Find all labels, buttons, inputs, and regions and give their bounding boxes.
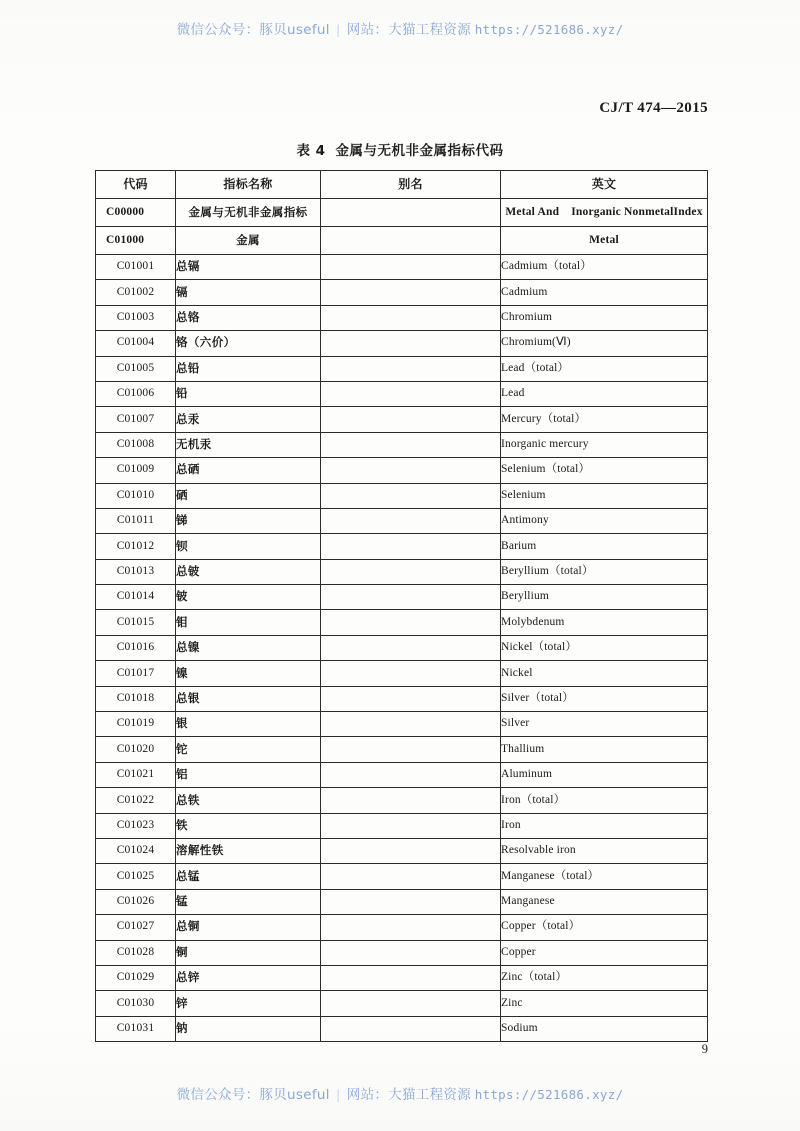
- cell-english: Molybdenum: [501, 610, 708, 635]
- table-row: [96, 661, 708, 686]
- cell-code: C01029: [96, 965, 176, 990]
- cell-code: C01000: [96, 227, 176, 255]
- cell-name: 总硒: [176, 458, 321, 483]
- cell-name: 总镍: [176, 635, 321, 660]
- cell-name: 钼: [176, 610, 321, 635]
- cell-alias: [321, 940, 501, 965]
- cell-name: 总铜: [176, 915, 321, 940]
- table-row: [96, 255, 708, 280]
- cell-english: Nickel（total）: [501, 635, 708, 660]
- cell-name: 硒: [176, 483, 321, 508]
- cell-name: 总铁: [176, 788, 321, 813]
- page-number: 9: [701, 1042, 708, 1056]
- cell-alias: [321, 381, 501, 406]
- cell-english: Nickel: [501, 661, 708, 686]
- cell-name: 金属与无机非金属指标: [176, 199, 321, 227]
- cell-code: C01024: [96, 838, 176, 863]
- cell-alias: [321, 407, 501, 432]
- cell-english: Manganese（total）: [501, 864, 708, 889]
- cell-alias: [321, 199, 501, 227]
- table-row: [96, 432, 708, 457]
- standard-number: CJ/T 474—2015: [599, 100, 708, 116]
- cell-code: C01004: [96, 331, 176, 356]
- cell-alias: [321, 813, 501, 838]
- cell-code: C01016: [96, 635, 176, 660]
- table-row: [96, 331, 708, 356]
- cell-code: C01013: [96, 559, 176, 584]
- cell-english: Cadmium: [501, 280, 708, 305]
- cell-name: 总镉: [176, 255, 321, 280]
- table-row: [96, 280, 708, 305]
- cell-english: Copper（total）: [501, 915, 708, 940]
- table-row: [96, 610, 708, 635]
- cell-code: C01008: [96, 432, 176, 457]
- cell-name: 铝: [176, 762, 321, 787]
- cell-english: Thallium: [501, 737, 708, 762]
- cell-name: 总铅: [176, 356, 321, 381]
- table-row: [96, 788, 708, 813]
- table-row: [96, 737, 708, 762]
- cell-alias: [321, 610, 501, 635]
- cell-code: C01030: [96, 991, 176, 1016]
- cell-code: C01022: [96, 788, 176, 813]
- column-header-alias: 别名: [321, 171, 501, 199]
- cell-english: Zinc（total）: [501, 965, 708, 990]
- cell-alias: [321, 864, 501, 889]
- cell-name: 银: [176, 712, 321, 737]
- table-group-row: [96, 227, 708, 255]
- cell-code: C01003: [96, 305, 176, 330]
- cell-name: 铅: [176, 381, 321, 406]
- cell-alias: [321, 762, 501, 787]
- cell-code: C01027: [96, 915, 176, 940]
- cell-english: Iron（total）: [501, 788, 708, 813]
- table-row: [96, 965, 708, 990]
- cell-alias: [321, 280, 501, 305]
- cell-code: C01010: [96, 483, 176, 508]
- table-row: [96, 356, 708, 381]
- cell-code: C01018: [96, 686, 176, 711]
- cell-code: C01019: [96, 712, 176, 737]
- cell-alias: [321, 686, 501, 711]
- column-header-code: 代码: [96, 171, 176, 199]
- watermark-site-label: 网站：: [346, 1087, 389, 1103]
- watermark-site-name: 大猫工程资源: [388, 22, 472, 38]
- watermark-wechat-name: 豚贝useful: [259, 22, 330, 38]
- cell-name: 钠: [176, 1016, 321, 1041]
- cell-code: C01006: [96, 381, 176, 406]
- cell-english: Antimony: [501, 508, 708, 533]
- watermark-wechat-label: 微信公众号：: [176, 22, 260, 38]
- cell-alias: [321, 255, 501, 280]
- cell-alias: [321, 331, 501, 356]
- watermark-url: https://521686.xyz/: [474, 22, 624, 37]
- table-row: [96, 915, 708, 940]
- watermark-url: https://521686.xyz/: [474, 1087, 624, 1102]
- table-row: [96, 508, 708, 533]
- cell-alias: [321, 915, 501, 940]
- cell-name: 锰: [176, 889, 321, 914]
- cell-alias: [321, 965, 501, 990]
- table-row: [96, 686, 708, 711]
- cell-name: 铊: [176, 737, 321, 762]
- metal-index-code-table: [95, 170, 708, 1042]
- cell-alias: [321, 483, 501, 508]
- cell-alias: [321, 1016, 501, 1041]
- cell-code: C01011: [96, 508, 176, 533]
- cell-alias: [321, 559, 501, 584]
- cell-english: Sodium: [501, 1016, 708, 1041]
- cell-english: Silver: [501, 712, 708, 737]
- table-caption-title: 金属与无机非金属指标代码: [335, 143, 504, 159]
- cell-name: 金属: [176, 227, 321, 255]
- cell-english: Manganese: [501, 889, 708, 914]
- english-part-1: Metal And: [505, 205, 560, 218]
- cell-code: C01025: [96, 864, 176, 889]
- table-caption-label: 表 4: [296, 143, 326, 159]
- cell-english: [501, 199, 708, 227]
- cell-code: C01021: [96, 762, 176, 787]
- table-group-row: [96, 199, 708, 227]
- watermark-separator: |: [336, 1087, 340, 1102]
- table-row: [96, 458, 708, 483]
- cell-name: 铍: [176, 585, 321, 610]
- cell-alias: [321, 305, 501, 330]
- cell-english: Copper: [501, 940, 708, 965]
- watermark-wechat-name: 豚贝useful: [259, 1087, 330, 1103]
- table-row: [96, 635, 708, 660]
- table-row: [96, 559, 708, 584]
- cell-english: Iron: [501, 813, 708, 838]
- cell-code: C01020: [96, 737, 176, 762]
- table-row: [96, 889, 708, 914]
- cell-english: Lead（total）: [501, 356, 708, 381]
- watermark-bottom: [0, 1083, 800, 1103]
- table-row: [96, 991, 708, 1016]
- cell-code: C01007: [96, 407, 176, 432]
- table-row: [96, 483, 708, 508]
- cell-english: Resolvable iron: [501, 838, 708, 863]
- table-row: [96, 534, 708, 559]
- cell-name: 总银: [176, 686, 321, 711]
- cell-code: C01023: [96, 813, 176, 838]
- cell-english: Beryllium: [501, 585, 708, 610]
- table-row: [96, 407, 708, 432]
- english-part-2: Inorganic NonmetalIndex: [571, 205, 703, 218]
- cell-alias: [321, 838, 501, 863]
- table-container: [95, 170, 707, 1042]
- cell-name: 锑: [176, 508, 321, 533]
- cell-alias: [321, 635, 501, 660]
- cell-code: C01005: [96, 356, 176, 381]
- cell-english: Inorganic mercury: [501, 432, 708, 457]
- watermark-separator: |: [336, 22, 340, 37]
- cell-code: C01031: [96, 1016, 176, 1041]
- cell-english: Chromium: [501, 305, 708, 330]
- cell-name: 无机汞: [176, 432, 321, 457]
- cell-name: 溶解性铁: [176, 838, 321, 863]
- cell-code: C00000: [96, 199, 176, 227]
- cell-alias: [321, 991, 501, 1016]
- cell-code: C01015: [96, 610, 176, 635]
- cell-name: 镉: [176, 280, 321, 305]
- watermark-site-label: 网站：: [346, 22, 389, 38]
- cell-code: C01026: [96, 889, 176, 914]
- cell-alias: [321, 585, 501, 610]
- cell-english: Selenium: [501, 483, 708, 508]
- table-header-row: [96, 171, 708, 199]
- cell-code: C01009: [96, 458, 176, 483]
- cell-english: Mercury（total）: [501, 407, 708, 432]
- cell-name: 镍: [176, 661, 321, 686]
- cell-english: Chromium(Ⅵ): [501, 331, 708, 356]
- table-header: [96, 171, 708, 199]
- cell-alias: [321, 227, 501, 255]
- table-row: [96, 712, 708, 737]
- cell-english: Metal: [501, 227, 708, 255]
- table-row: [96, 1016, 708, 1041]
- cell-alias: [321, 788, 501, 813]
- cell-alias: [321, 661, 501, 686]
- cell-english: Silver（total）: [501, 686, 708, 711]
- cell-alias: [321, 508, 501, 533]
- cell-code: C01028: [96, 940, 176, 965]
- cell-name: 总铍: [176, 559, 321, 584]
- cell-code: C01002: [96, 280, 176, 305]
- cell-name: 总汞: [176, 407, 321, 432]
- table-row: [96, 838, 708, 863]
- table-body: [96, 199, 708, 255]
- cell-english: Beryllium（total）: [501, 559, 708, 584]
- cell-alias: [321, 534, 501, 559]
- cell-english: Lead: [501, 381, 708, 406]
- cell-name: 总锌: [176, 965, 321, 990]
- cell-name: 锌: [176, 991, 321, 1016]
- cell-english: Cadmium（total）: [501, 255, 708, 280]
- cell-alias: [321, 458, 501, 483]
- cell-alias: [321, 889, 501, 914]
- table-data-body: [96, 255, 708, 1042]
- table-row: [96, 864, 708, 889]
- cell-name: 总锰: [176, 864, 321, 889]
- cell-name: 铬（六价）: [176, 331, 321, 356]
- cell-code: C01014: [96, 585, 176, 610]
- cell-name: 铜: [176, 940, 321, 965]
- cell-name: 铁: [176, 813, 321, 838]
- column-header-name: 指标名称: [176, 171, 321, 199]
- watermark-top: [0, 18, 800, 38]
- watermark-site-name: 大猫工程资源: [388, 1087, 472, 1103]
- cell-code: C01017: [96, 661, 176, 686]
- table-row: [96, 381, 708, 406]
- table-row: [96, 940, 708, 965]
- cell-code: C01012: [96, 534, 176, 559]
- table-row: [96, 762, 708, 787]
- cell-alias: [321, 737, 501, 762]
- cell-english: Barium: [501, 534, 708, 559]
- table-row: [96, 585, 708, 610]
- cell-name: 钡: [176, 534, 321, 559]
- cell-alias: [321, 712, 501, 737]
- cell-name: 总铬: [176, 305, 321, 330]
- cell-code: C01001: [96, 255, 176, 280]
- table-caption: [0, 139, 800, 159]
- cell-english: Aluminum: [501, 762, 708, 787]
- table-row: [96, 305, 708, 330]
- column-header-english: 英文: [501, 171, 708, 199]
- cell-english: Selenium（total）: [501, 458, 708, 483]
- table-row: [96, 813, 708, 838]
- cell-alias: [321, 356, 501, 381]
- cell-english: Zinc: [501, 991, 708, 1016]
- watermark-wechat-label: 微信公众号：: [176, 1087, 260, 1103]
- cell-alias: [321, 432, 501, 457]
